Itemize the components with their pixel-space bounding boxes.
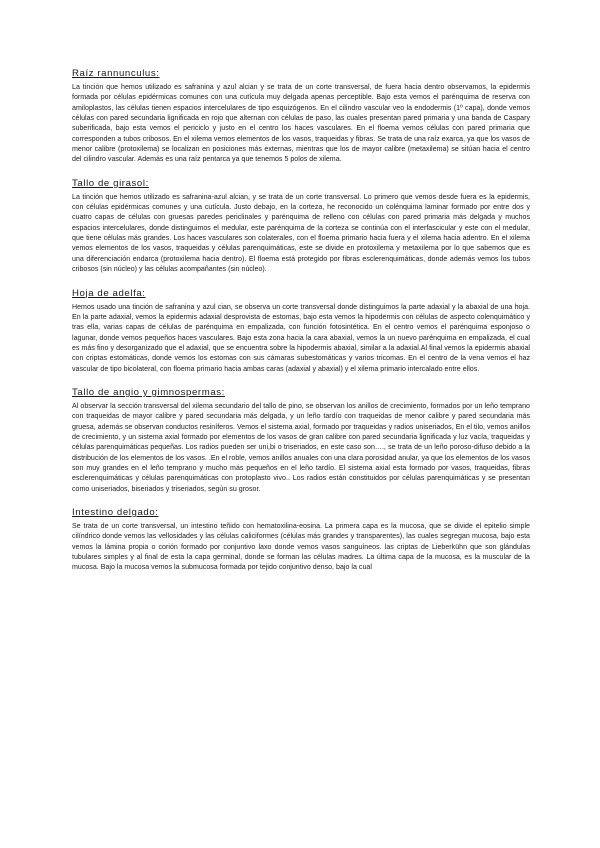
spacer (72, 166, 530, 178)
section-heading: Intestino delgado: (72, 507, 159, 518)
section-paragraph: Hemos usado una tinción de safranina y azul cian, se observa un corte transversal donde distinguimos la parte adaxial y la abaxial de una hoja. En la parte adaxial, vemos la epidermis adaxial desprovista de estomas, bajo esta vemos la hipodermis con células de aspecto colenquimático y tras ella, varias capas de células de parénquima en empalizada, con función fotosintética. En el centro vemos el parénquima esponjoso o lagunar, donde vemos pequeños haces vasculares. Bajo esta zona hacia la cara abaxial, vemos la un nuevo parénquima en empalizada, el cual es más fino y desorganizado que el adaxial, que se encuentra sobre la hipodermis abaxial, similar a la adaxial.Al final vemos la epidermis abaxial con criptas estomáticas, donde vemos los estomas con sus cámaras subestomáticas y varios tricomas. En el centro de la vena vemos el haz vascular de tipo bicolateral, con floema primario hacia ambas caras (adaxial y abaxial) y el xilema primario intercalado entre ellos. (72, 303, 530, 373)
section-heading: Raíz rannunculus: (72, 68, 160, 79)
section-heading: Tallo de angio y gimnospermas: (72, 386, 225, 398)
spacer (72, 276, 530, 288)
section-heading: Tallo de girasol: (72, 177, 149, 189)
section-raiz-rannunculus (72, 68, 530, 166)
spacer (72, 495, 530, 507)
section-paragraph: La tinción que hemos utilizado es safranina-azul alcian, y se trata de un corte transversal. Lo primero que vemos desde fuera es la epidermis, con células epidérmicas comunes y una cutícula. Justo debajo, en la corteza, he reconocido un colénquima laminar formado por entre dos y cuatro capas de células con gruesas paredes periclinales y parénquima de relleno con células con pared primaria más delgada y muchos espacios intercelulares, donde distinguimos el medular, este parénquima de la corteza se continúa con el interfascicular y este con el medular, que tiene células más grandes. Los haces vasculares son colaterales, con el floema primario hacia fuera y el xilema hacia adentro. En el xilema vemos elementos de los vasos, traqueidas y células parenquimáticas, este se divide en protoxilema y metaxilema por lo que sabemos que es una diferenciación endarca (protoxilema hacia dentro). El floema está protegido por fibras esclerenquimáticas, donde además vemos los tubos cribosos (sin núcleo) y las células acompañantes (sin núcleo). (72, 193, 530, 274)
section-paragraph: Al observar la sección transversal del xilema secundario del tallo de pino, se observan los anillos de crecimiento, formados por un leño temprano con traqueidas de mayor calibre y pared secundaria más delgada, y un leño tardío con traqueidas de menor calibre y pared secundaria más gruesa, además se observan conductos resiníferos. Vemos el sistema axial, formado por traqueidas y radios uniseriados, En el tilo, vemos anillos de crecimiento, y un sistema axial formado por elementos de los vasos de gran calibre con pared secundaria lignificada y luz vacía, traqueidas y células parenquimáticas pequeñas. Los radios pueden ser uni,bi o triseriados, en este caso son…., se trata de un leño poroso-difuso debido a la distribución de los elementos de los vasos. .En el roble, vemos anillos anuales con una clara porosidad anular, ya que los elementos de los vasos son muy grandes en el leño temprano y mucho más pequeños en el leño tardío. El sistema axial esta formado por vasos, traqueidas, fibras esclerenquimáticas y células parenquimáticas con protoplasto vivo.. Los radios están constituidos por células parenquimáticas y se presentan como uniseriados, biseriados y triseriados, según su grosor. (72, 402, 530, 493)
section-paragraph: La tinción que hemos utilizado es safranina y azul alcian y se trata de un corte transversal, de fuera hacia dentro observamos, la epidermis formada por células epidérmicas comunes con una cutícula muy delgada apenas perceptible. Bajo esta vemos el parénquima de reserva con amiloplastos, las células tienen espacios intercelulares de tipo esquizógenos. En el cilindro vascular veo la endodermis (1º capa), donde vemos células con pared secundaria lignificada en rojo que alternan con células de paso, las cuales presentan pared primaria y una banda de Caspary suberificada, bajo esta vemos el periciclo y justo en el centro los haces vasculares. En el floema vemos células con pared primaria que corresponden a tubos cribosos. En el xilema vemos elementos de los vasos, traqueidas y fibras. Se trata de una raíz exarca, ya que los vasos de menor calibre (protoxilema) se localizan en posiciones más externas, mientras que los de mayor calibre (metaxilema) se sitúan hacia el centro del cilindro vascular. Además es una raíz pentarca ya que tenemos 5 polos de xilema. (72, 84, 530, 164)
section-hoja-adelfa (72, 288, 530, 375)
section-paragraph: Se trata de un corte transversal, un intestino teñido con hematoxilina-eosina. La primera capa es la mucosa, que se divide el epitelio simple cilíndrico donde vemos las vellosidades y las células caliciformes (células más grandes y transparentes), las cuales segregan mucosa, bajo esta vemos la lámina propia o corión formado por conjuntivo laxo donde vemos vasos sanguíneos. las criptas de Lieberkühn que son glándulas tubulares simples y al final de esta la capa germinal, donde se forman las células madres. La última capa de la mucosa, es la muscular de la mucosa. Bajo la mucosa vemos la submucosa formada por tejido conjuntivo denso, bajo la cual (72, 523, 530, 572)
section-intestino-delgado (72, 507, 530, 574)
document-page (72, 68, 530, 574)
section-tallo-girasol (72, 178, 530, 276)
section-tallo-angio-gimnospermas (72, 387, 530, 495)
spacer (72, 375, 530, 387)
section-heading: Hoja de adelfa: (72, 287, 146, 299)
